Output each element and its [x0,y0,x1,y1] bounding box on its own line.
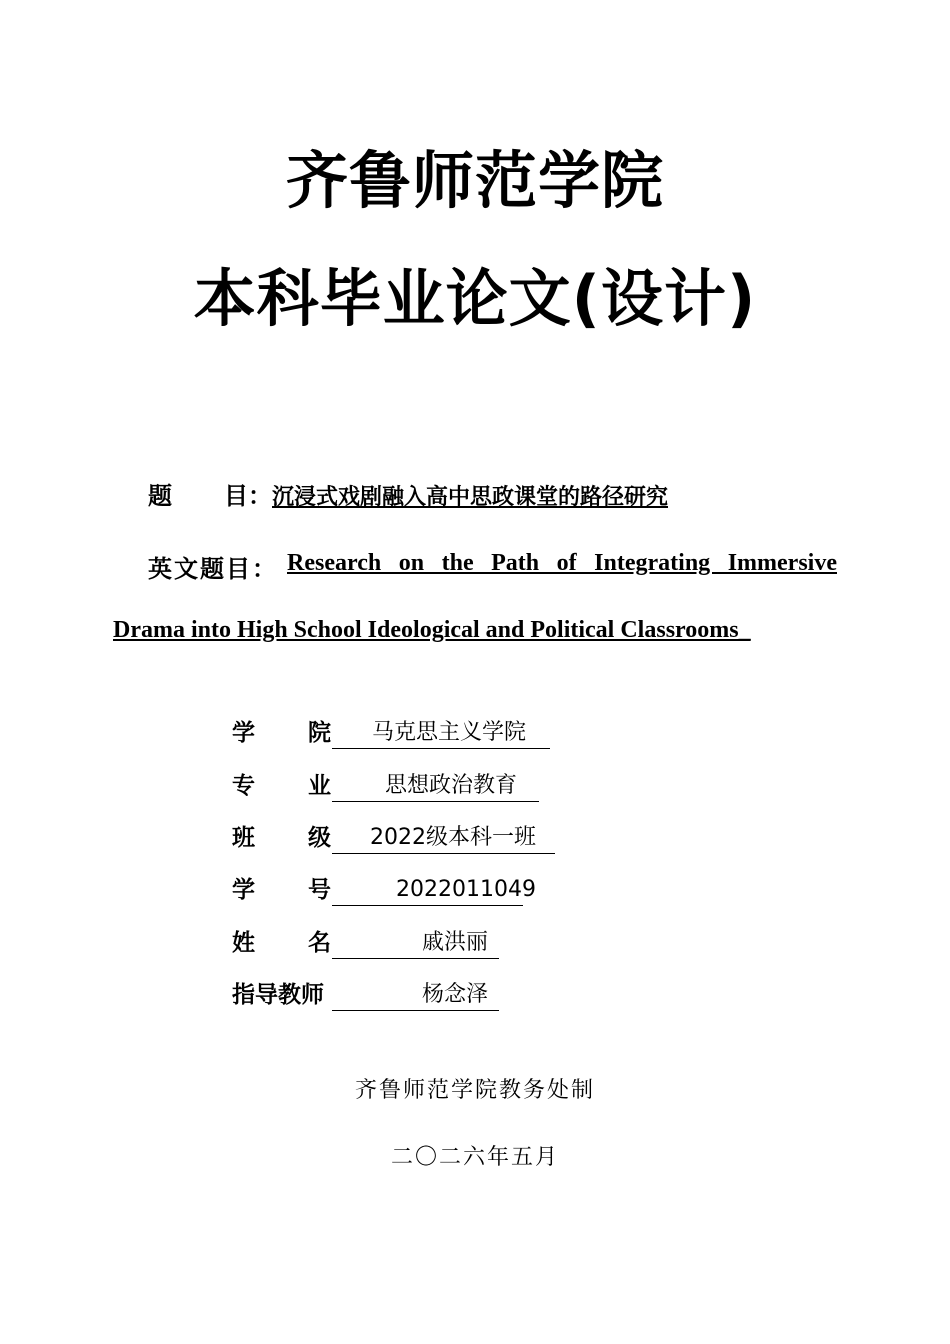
class-value: 2022级本科一班 [332,823,555,854]
info-row-major [232,771,539,801]
college-label: 学 院 [232,720,331,746]
class-label: 班 级 [232,825,331,851]
info-row-advisor [232,980,499,1010]
school-name: 齐鲁师范学院 [285,144,664,217]
student-id-value: 2022011049 [332,875,523,906]
advisor-label: 指导教师 [232,982,324,1008]
date: 二〇二六年五月 [390,1145,559,1170]
english-topic-line-1: Research on the Path of Integrating Immersive [287,550,837,576]
info-row-name [232,928,499,958]
topic-row [148,476,668,511]
topic-value: 沉浸式戏剧融入高中思政课堂的路径研究 [272,485,669,510]
english-topic-label: 英文题目： [148,555,278,583]
info-row-college [232,718,550,748]
document-type: 本科毕业论文(设计) [193,262,757,335]
issuer: 齐鲁师范学院教务处制 [354,1078,595,1103]
info-row-student-id [232,875,536,905]
name-label: 姓 名 [232,930,331,956]
major-value: 思想政治教育 [332,771,539,802]
name-value: 戚洪丽 [332,928,499,959]
info-row-class [232,823,555,853]
topic-label-1: 题 [148,482,172,510]
college-value: 马克思主义学院 [332,718,550,749]
english-topic-label-row [148,549,278,584]
major-label: 专 业 [232,773,331,799]
topic-label-2: 目： [224,482,272,510]
english-topic-line-2: Drama into High School Ideological and Political Classrooms_ [113,617,751,643]
student-id-label: 学 号 [232,877,331,903]
advisor-value: 杨念泽 [332,980,499,1011]
